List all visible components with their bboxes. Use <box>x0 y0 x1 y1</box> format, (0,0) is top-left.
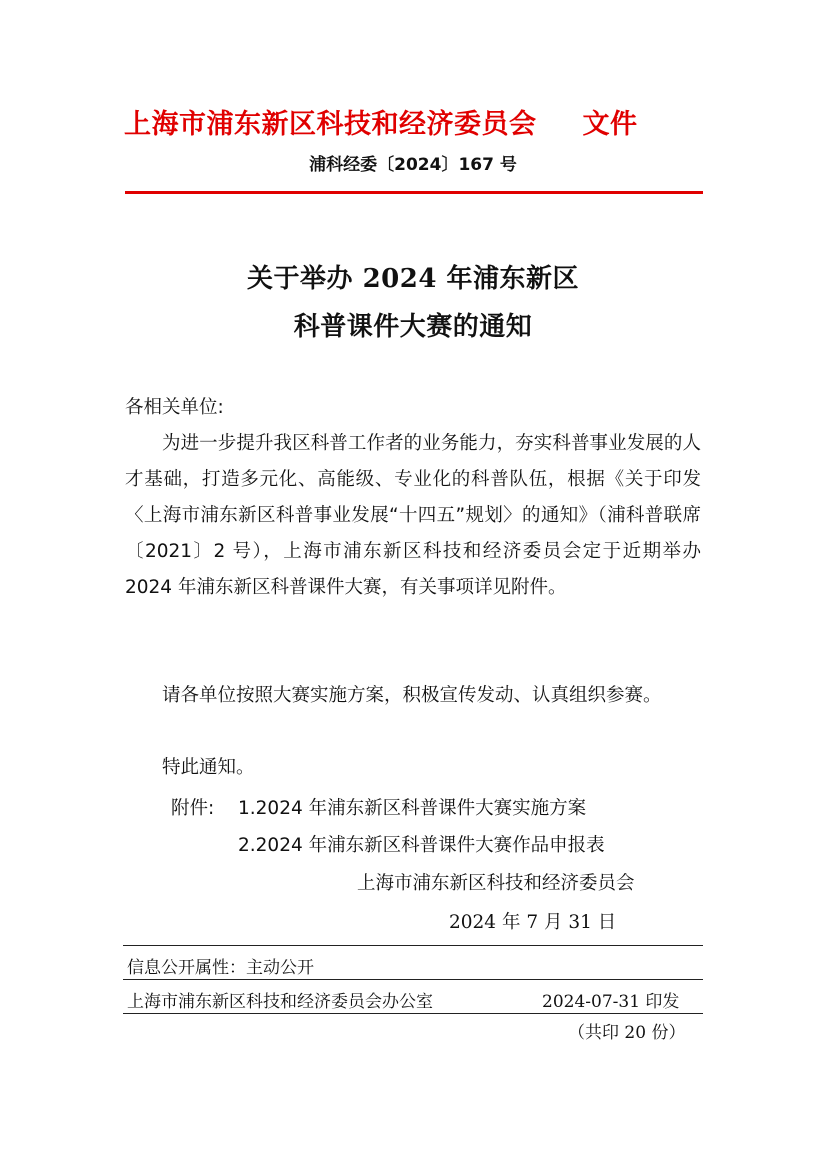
disclosure-attribute: 信息公开属性：主动公开 <box>127 958 314 978</box>
footer-rule-middle <box>123 979 703 980</box>
body-paragraph-2: 请各单位按照大赛实施方案，积极宣传发动、认真组织参赛。 <box>162 685 662 706</box>
red-divider <box>125 191 703 194</box>
print-copies: （共印 20 份） <box>568 1023 686 1043</box>
footer-rule-top <box>123 945 703 946</box>
document-title-line-1: 关于举办 2024 年浦东新区 <box>247 264 579 294</box>
document-header <box>124 102 638 141</box>
salutation: 各相关单位: <box>125 397 224 418</box>
signature-organization: 上海市浦东新区科技和经济委员会 <box>357 873 635 894</box>
body-paragraph-3: 特此通知。 <box>162 757 255 778</box>
signature-date: 2024 年 7 月 31 日 <box>449 912 617 933</box>
attachments-label: 附件: <box>171 798 215 819</box>
document-type: 文件 <box>582 109 638 140</box>
body-paragraph-1: 为进一步提升我区科普工作者的业务能力，夯实科普事业发展的人才基础，打造多元化、高能级、专业化的科普队伍，根据《关于印发〈上海市浦东新区科普事业发展“十四五”规划〉的通知》（浦科普联席〔2021〕2 号），上海市浦东新区科技和经济委员会定于近期举办 2024 年浦东新区科普课件大赛，有关事项详见附件。 <box>125 433 701 598</box>
attachment-item-1: 1.2024 年浦东新区科普课件大赛实施方案 <box>238 798 587 819</box>
attachment-item-2: 2.2024 年浦东新区科普课件大赛作品申报表 <box>238 835 605 856</box>
document-number: 浦科经委〔2024〕167 号 <box>309 155 517 175</box>
issuing-office: 上海市浦东新区科技和经济委员会办公室 <box>127 992 433 1012</box>
print-date: 2024-07-31 印发 <box>542 992 680 1012</box>
footer-rule-bottom <box>123 1013 703 1014</box>
document-title-line-2: 科普课件大赛的通知 <box>293 312 533 342</box>
issuing-organization: 上海市浦东新区科技和经济委员会 <box>124 109 537 140</box>
